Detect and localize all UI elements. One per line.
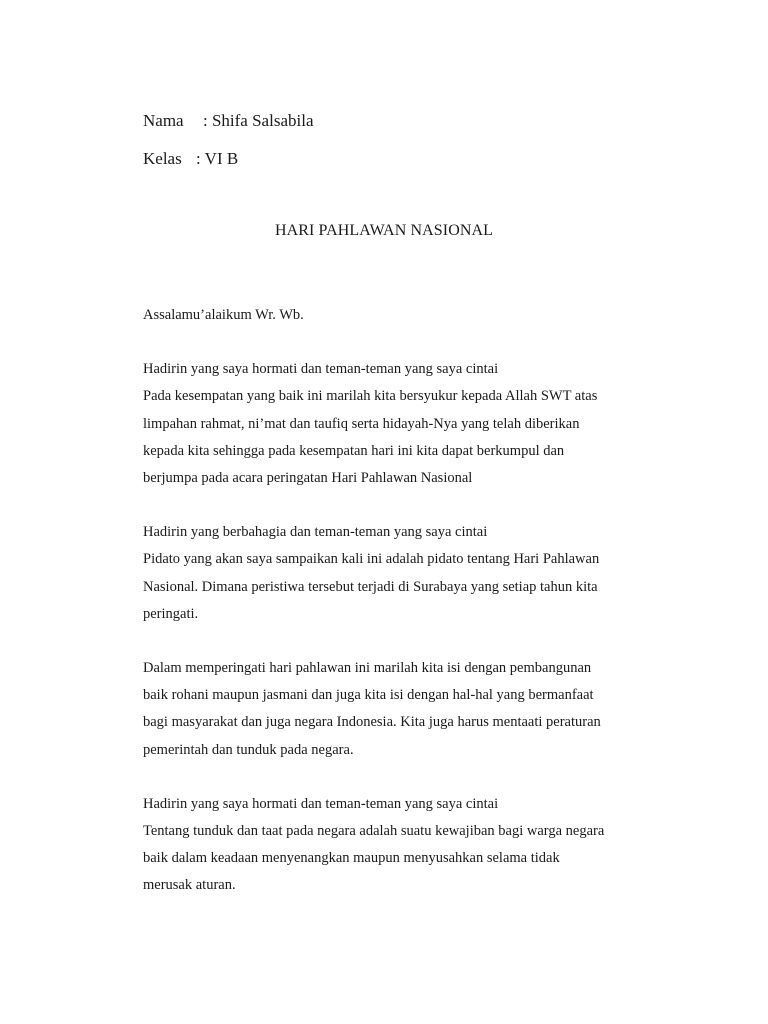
speech-body [143,302,643,927]
text-line: bagi masyarakat dan juga negara Indonesia. Kita juga harus mentaati peraturan [143,714,601,731]
text-line: Hadirin yang saya hormati dan teman-teman yang saya cintai [143,361,499,378]
paragraph-opening [143,356,643,492]
text-line: peringati. [143,605,199,622]
text-line: limpahan rahmat, ni’mat dan taufiq serta hidayah-Nya yang telah diberikan [143,415,580,432]
class-label: Kelas [143,149,182,168]
text-line: Dalam memperingati hari pahlawan ini marilah kita isi dengan pembangunan [143,660,592,677]
paragraph-greeting [143,302,643,329]
paragraph-obedience [143,791,643,900]
text-line: pemerintah dan tunduk pada negara. [143,741,354,758]
document-title: HARI PAHLAWAN NASIONAL [274,222,494,239]
text-line: baik dalam keadaan menyenangkan maupun menyusahkan selama tidak [143,850,560,867]
text-line: Pidato yang akan saya sampaikan kali ini adalah pidato tentang Hari Pahlawan [143,551,600,568]
paragraph-commemoration [143,655,643,764]
text-line: Assalamu’alaikum Wr. Wb. [143,307,304,323]
text-line: Nasional. Dimana peristiwa tersebut terjadi di Surabaya yang setiap tahun kita [143,578,598,595]
text-line: kepada kita sehingga pada kesempatan hari ini kita dapat berkumpul dan [143,442,565,459]
text-line: Hadirin yang saya hormati dan teman-teman yang saya cintai [143,795,499,812]
student-class-field [143,149,238,169]
text-line: Pada kesempatan yang baik ini marilah kita bersyukur kepada Allah SWT atas [143,388,598,405]
text-line: berjumpa pada acara peringatan Hari Pahlawan Nasional [143,470,473,487]
name-value: : Shifa Salsabila [203,111,314,130]
text-line: merusak aturan. [143,877,236,894]
paragraph-topic [143,519,643,628]
text-line: Tentang tunduk dan taat pada negara adalah suatu kewajiban bagi warga negara [143,823,605,840]
student-name-field [143,111,313,131]
class-value: : VI B [196,149,239,168]
name-label: Nama [143,111,184,130]
text-line: baik rohani maupun jasmani dan juga kita isi dengan hal-hal yang bermanfaat [143,687,594,704]
text-line: Hadirin yang berbahagia dan teman-teman yang saya cintai [143,524,488,541]
